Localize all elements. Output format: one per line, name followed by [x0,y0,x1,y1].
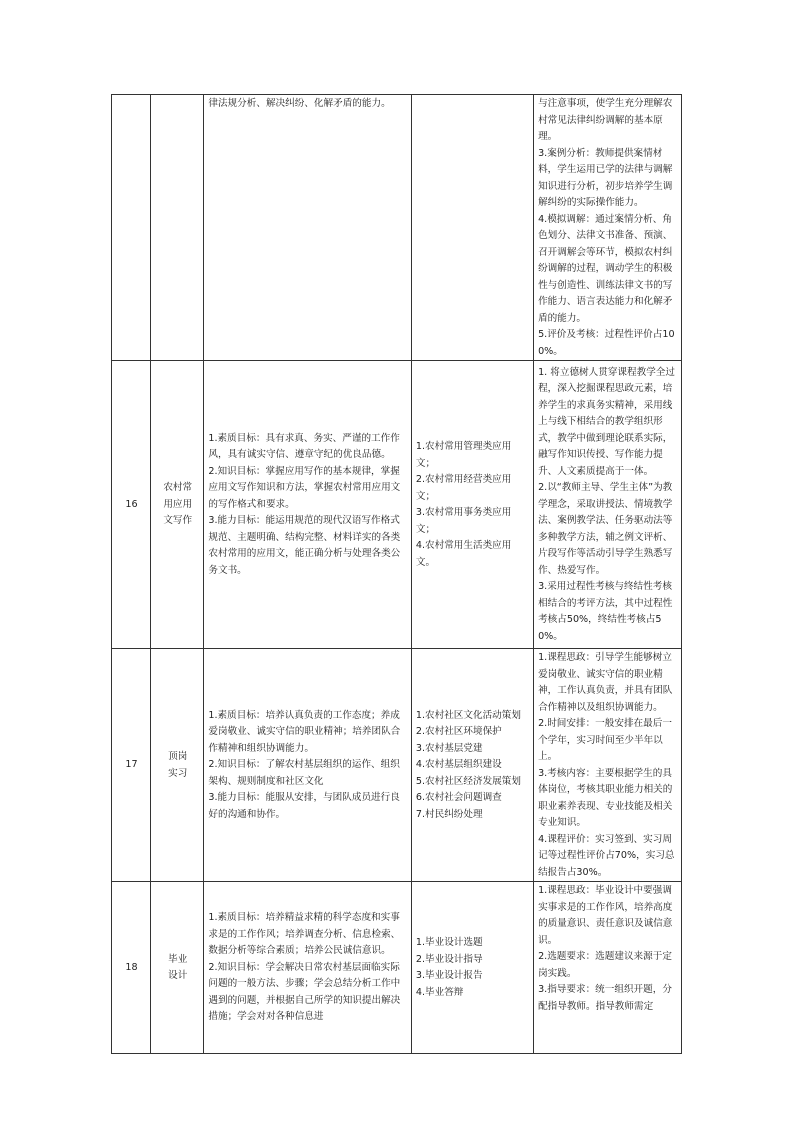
requirement-item: 4.课程评价：实习签到、实习周记等过程性评价占70%，实习总结报告占30%。 [538,833,675,878]
requirement-item: 2.选题要求：选题建议来源于定岗实践。 [538,951,672,979]
requirement-item: 3.指导要求：统一组织开题，分配指导教师。指导教师需定 [538,984,672,1012]
course-name-line: 设计 [168,970,188,981]
course-content [411,882,533,1054]
course-table [111,94,682,1054]
content-item: 4.毕业答辩 [415,986,464,998]
teaching-requirements [534,95,682,361]
course-name [151,649,204,882]
course-number: 17 [112,649,151,882]
goal-item: 1.素质目标：培养精益求精的科学态度和实事求是的工作作风；培养调查分析、信息检索、数据分析等综合素质；培养公民诚信意识。 [208,912,401,957]
course-goals [204,361,411,649]
table-row [112,649,682,882]
goal-item: 1.素质目标：培养认真负责的工作态度；养成爱岗敬业、诚实守信的职业精神；培养团队合作精神和组织协调能力。 [208,709,401,754]
course-name-line: 文写作 [163,515,193,527]
teaching-requirements [534,882,682,1054]
content-item: 5.农村社区经济发展策划 [415,775,521,787]
content-item: 2.农村社区环境保护 [415,726,502,738]
course-goals [204,95,411,361]
course-number [112,95,151,361]
requirement-item: 与注意事项，使学生充分理解农村常见法律纠纷调解的基本原理。 [538,98,673,142]
course-name-line: 实习 [168,767,188,779]
content-item: 2.毕业设计指导 [415,953,483,965]
requirement-item: 4.模拟调解：通过案情分析、角色划分、法律文书准备、预演、召开调解会等环节，模拟农村纠纷调解的过程，调动学生的积极性与创造性、训练法律文书的写作能力、语言表达能力和化解矛盾的能力。 [538,213,673,324]
course-number: 18 [112,882,151,1054]
goal-item: 1.素质目标：具有求真、务实、严谨的工作作风，具有诚实守信、遵章守纪的优良品德。 [208,432,400,461]
requirement-item: 3.采用过程性考核与终结性考核相结合的考评方法，其中过程性考核占50%，终结性考核占50%。 [538,581,673,642]
requirement-item: 1.课程思政：引导学生能够树立爱岗敬业、诚实守信的职业精神，工作认真负责，并具有团队合作精神以及组织协调能力。 [538,652,673,713]
teaching-requirements [534,649,682,882]
table-row [112,95,682,361]
content-item: 7.村民纠纷处理 [415,808,483,820]
requirement-item: 2.以“教师主导、学生主体”为教学理念，采取讲授法、情境教学法、案例教学法、任务驱动法等多种教学方法，辅之例文评析、片段写作等活动引导学生熟悉写作、热爱写作。 [538,482,673,576]
course-name-line: 顶岗 [168,751,188,762]
teaching-requirements [534,361,682,649]
content-item: 6.农村社会问题调查 [415,792,502,804]
requirement-item: 1.课程思政：毕业设计中要强调实事求是的工作作风，培养高度的质量意识、责任意识及诚信意识。 [538,885,673,946]
course-name-line: 用应用 [163,498,193,510]
goal-item: 2.知识目标：掌握应用写作的基本规律，掌握应用文写作知识和方法，掌握农村常用应用文的写作格式和要求。 [208,465,401,510]
content-item: 3.毕业设计报告 [415,970,483,981]
table-row [112,882,682,1054]
requirement-item: 2.时间安排：一般安排在最后一个学年，实习时间至少半年以上。 [538,718,672,762]
course-name [151,95,204,361]
content-item: 4.农村常用生活类应用文。 [415,540,512,568]
course-number: 16 [112,361,151,649]
requirement-item: 3.考核内容：主要根据学生的具体岗位，考核其职业能力相关的职业素养表现、专业技能及相关专业知识。 [538,767,673,828]
requirement-item: 3.案例分析：教师提供案情材料，学生运用已学的法律与调解知识进行分析，初步培养学生调解纠纷的实际操作能力。 [538,147,673,208]
requirement-item: 1. 将立德树人贯穿课程教学全过程，深入挖掘课程思政元素，培养学生的求真务实精神，采用线上与线下相结合的教学组织形式，教学中做到理论联系实际，融写作知识传授、写作能力提升、人文素质提高于一体。 [538,366,675,477]
content-item: 1.农村社区文化活动策划 [415,709,521,721]
course-goals [204,649,411,882]
content-item: 1.农村常用管理类应用文； [415,441,512,469]
course-content [411,649,533,882]
course-content [411,95,533,361]
course-name [151,882,204,1054]
goal-item: 3.能力目标：能运用规范的现代汉语写作格式规范、主题明确、结构完整、材料详实的各类农村常用的应用文，能正确分析与处理各类公务文书。 [208,515,401,576]
goal-item: 2.知识目标：了解农村基层组织的运作、组织架构、规则制度和社区文化 [208,759,400,787]
content-item: 3.农村常用事务类应用文； [415,507,512,535]
course-content [411,361,533,649]
requirement-item: 5.评价及考核：过程性评价占100%。 [538,329,675,357]
goal-item: 2.知识目标：学会解决日常农村基层面临实际问题的一般方法、步骤；学会总结分析工作中遇到的问题，并根据自己所学的知识提出解决措施；学会对对各种信息进 [208,961,401,1023]
content-item: 4.农村基层组织建设 [415,759,502,771]
course-table-body [112,95,682,1054]
goal-item: 律法规分析、解决纠纷、化解矛盾的能力。 [208,98,391,109]
course-name [151,361,204,649]
content-item: 3.农村基层党建 [415,742,483,754]
course-name-line: 毕业 [168,953,188,965]
table-row [112,361,682,649]
course-goals [204,882,411,1054]
course-name-line: 农村常 [163,482,193,494]
content-item: 2.农村常用经营类应用文； [415,474,512,502]
goal-item: 3.能力目标：能服从安排，与团队成员进行良好的沟通和协作。 [208,792,400,820]
content-item: 1.毕业设计选题 [415,937,483,948]
